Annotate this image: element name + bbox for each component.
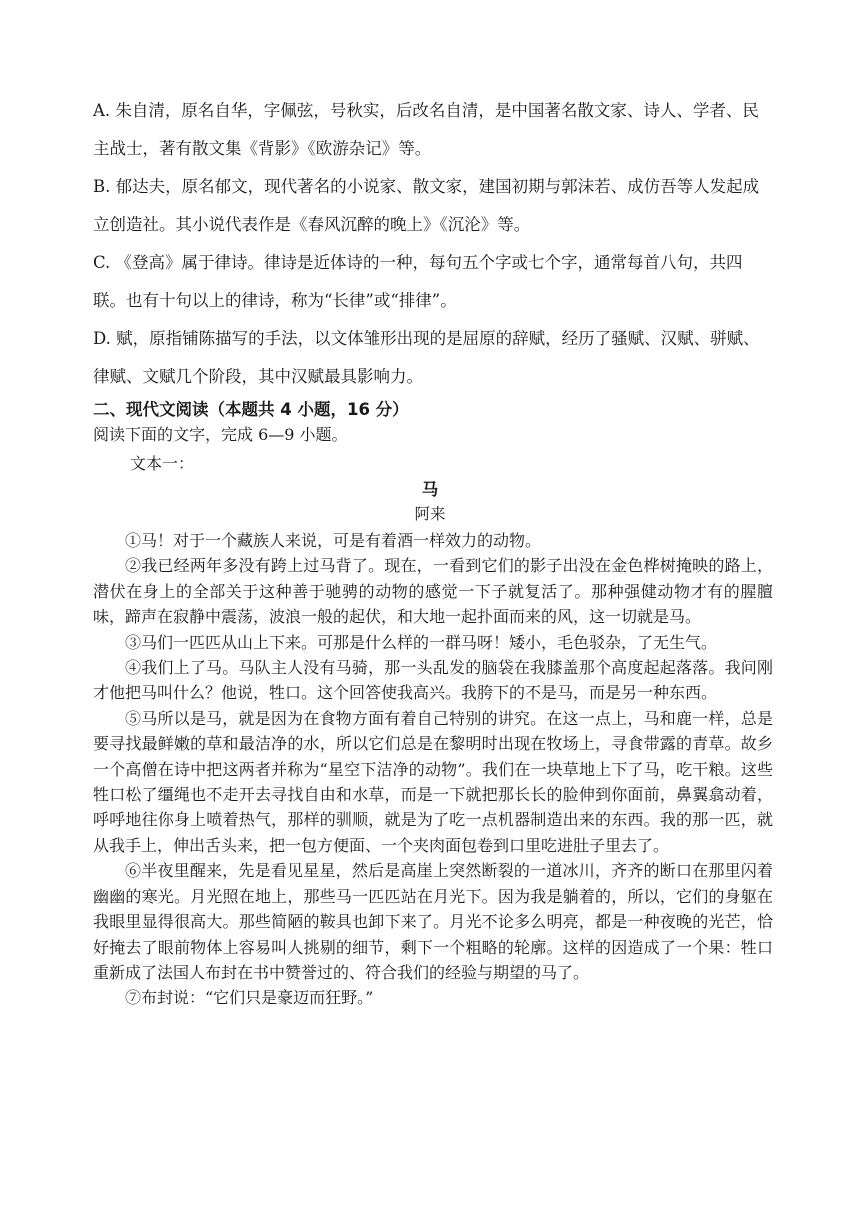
paragraph-4: ④我们上了马。马队主人没有马骑，那一头乱发的脑袋在我膝盖那个高度起起落落。我问刚才他把马叫什么？他说，牲口。这个回答使我高兴。我胯下的不是马，而是另一种东西。 <box>93 658 773 703</box>
section-title: 二、现代文阅读（本题共 4 小题，16 分） <box>93 400 409 419</box>
article-author: 阿来 <box>414 505 446 523</box>
paragraph-7: ⑦布封说：“它们只是豪迈而狂野。” <box>125 988 374 1008</box>
option-b: B. 郁达夫，原名郁文，现代著名的小说家、散文家，建国初期与郭沫若、成仿吾等人发起成立创造社。其小说代表作是《春风沉醉的晚上》《沉沦》等。 <box>93 177 760 234</box>
option-c: C. 《登高》属于律诗。律诗是近体诗的一种，每句五个字或七个字，通常每首八句，共四联。也有十句以上的律诗，称为“长律”或“排律”。 <box>93 253 743 310</box>
paragraph-2: ②我已经两年多没有跨上过马背了。现在，一看到它们的影子出没在金色桦树掩映的路上，潜伏在身上的全部关于这种善于驰骋的动物的感觉一下子就复活了。那种强健动物才有的腥膻味，蹄声在寂静中震荡，波浪一般的起伏，和大地一起扑面而来的风，这一切就是马。 <box>93 556 773 627</box>
paragraph-5: ⑤马所以是马，就是因为在食物方面有着自己特别的讲究。在这一点上，马和鹿一样，总是要寻找最鲜嫩的草和最洁净的水，所以它们总是在黎明时出现在牧场上，寻食带露的青草。故乡一个高僧在诗中把这两者并称为“星空下洁净的动物”。我们在一块草地上下了马，吃干粮。这些牲口松了缰绳也不走开去寻找自由和水草，而是一下就把那长长的脸伸到你面前，鼻翼翕动着，呼呼地往你身上喷着热气，那样的驯顺，就是为了吃一点机器制造出来的东西。我的那一匹，就从我手上，伸出舌头来，把一包方便面、一个夹肉面包卷到口里吃进肚子里去了。 <box>93 708 773 855</box>
paragraph-3: ③马们一匹匹从山上下来。可那是什么样的一群马呀！矮小，毛色驳杂，了无生气。 <box>125 632 718 652</box>
article-body <box>93 528 773 1011</box>
option-a: A. 朱自清，原名自华，字佩弦，号秋实，后改名自清，是中国著名散文家、诗人、学者、民主战士，著有散文集《背影》《欧游杂记》等。 <box>93 101 759 158</box>
paragraph-6: ⑥半夜里醒来，先是看见星星，然后是高崖上突然断裂的一道冰川，齐齐的断口在那里闪着幽幽的寒光。月光照在地上，那些马一匹匹站在月光下。因为我是躺着的，所以，它们的身躯在我眼里显得很高大。那些简陋的鞍具也卸下来了。月光不论多么明亮，都是一种夜晚的光芒，恰好掩去了眼前物体上容易叫人挑剔的细节，剩下一个粗略的轮廓。这样的因造成了一个果：牲口重新成了法国人布封在书中赞誉过的、符合我们的经验与期望的马了。 <box>93 861 773 982</box>
option-d: D. 赋，原指铺陈描写的手法，以文体雏形出现的是屈原的辞赋，经历了骚赋、汉赋、骈赋、律赋、文赋几个阶段，其中汉赋最具影响力。 <box>93 329 760 386</box>
section-instruction: 阅读下面的文字，完成 6—9 小题。 <box>93 425 348 444</box>
article-title: 马 <box>421 480 439 499</box>
text-label: 文本一： <box>130 454 195 473</box>
paragraph-1: ①马！对于一个藏族人来说，可是有着酒一样效力的动物。 <box>125 531 542 550</box>
